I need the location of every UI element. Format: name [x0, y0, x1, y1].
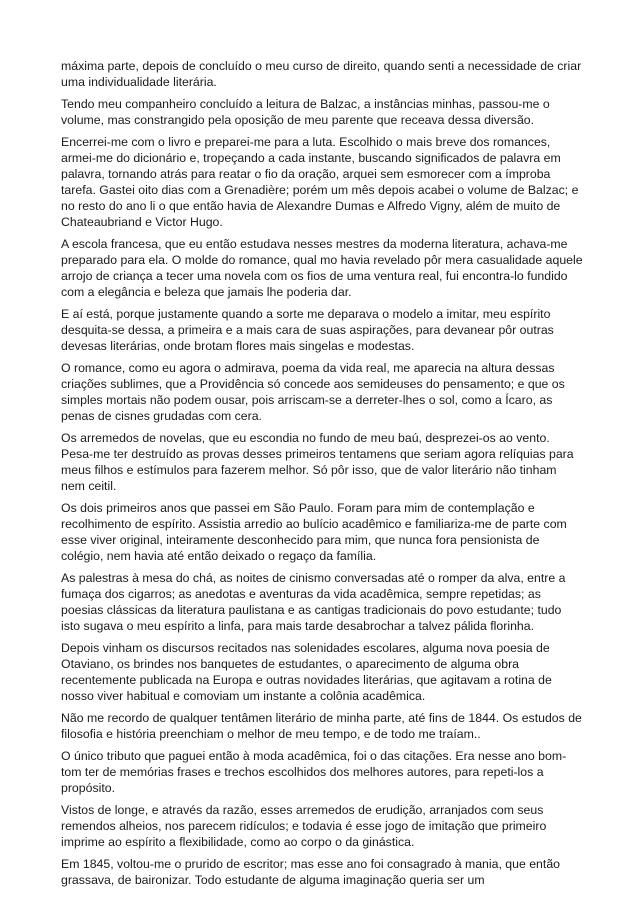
- paragraph: Os dois primeiros anos que passei em São Paulo. Foram para mim de contemplação e recolhimento de espírito. Assistia arredio ao bulício acadêmico e familiariza-me de parte com esse viver original, inteiramente desconhecido para mim, que nunca fora pensionista de colégio, nem havia até então deixado o regaço da família.: [61, 501, 567, 563]
- paragraph: O único tributo que paguei então à moda acadêmica, foi o das citações. Era nesse ano bom-tom ter de memórias frases e trechos escolhidos dos melhores autores, para repeti-los a propósito.: [61, 749, 567, 795]
- paragraph: Depois vinham os discursos recitados nas solenidades escolares, alguma nova poesia de Otaviano, os brindes nos banquetes de estudantes, o aparecimento de alguma obra recentemente publicada na Europa e outras novidades literárias, que agitavam a rotina de nosso viver habitual e comoviam um instante a colônia acadêmica.: [61, 641, 552, 703]
- paragraph: Em 1845, voltou-me o prurido de escritor; mas esse ano foi consagrado à mania, que então grassava, de baironizar. Todo estudante de alguma imaginação queria ser um: [61, 857, 560, 887]
- paragraph: Encerrei-me com o livro e preparei-me para a luta. Escolhido o mais breve dos romances, armei-me do dicionário e, tropeçando a cada instante, buscando significados de palavra em palavra, tornando atrás para reatar o fio da oração, arquei sem esmorecer com a ímproba tarefa. Gastei oito dias com a Grenadière; porém um mês depois acabei o volume de Balzac; e no resto do ano li o que então havia de Alexandre Dumas e Alfredo Vigny, além de muito de Chateaubriand e Victor Hugo.: [61, 135, 579, 229]
- paragraph: Não me recordo de qualquer tentâmen literário de minha parte, até fins de 1844. Os estudos de filosofia e história preenchiam o melhor de meu tempo, e de todo me traíam..: [61, 711, 582, 741]
- paragraph: O romance, como eu agora o admirava, poema da vida real, me aparecia na altura dessas criações sublimes, que a Providência só concede aos semideuses do pensamento; e que os simples mortais não podem ousar, pois arriscam-se a derreter-lhes o sol, como a Ícaro, as penas de cisnes grudadas com cera.: [61, 361, 565, 423]
- paragraph: E aí está, porque justamente quando a sorte me deparava o modelo a imitar, meu espírito desquita-se dessa, a primeira e a mais cara de suas aspirações, para devanear pôr outras devesas literárias, onde brotam flores mais singelas e modestas.: [61, 307, 554, 353]
- paragraph: máxima parte, depois de concluído o meu curso de direito, quando senti a necessidade de criar uma individualidade literária.: [61, 59, 582, 89]
- paragraph: As palestras à mesa do chá, as noites de cinismo conversadas até o romper da alva, entre a fumaça dos cigarros; as anedotas e aventuras da vida acadêmica, sempre repetidas; as poesias clássicas da literatura paulistana e as cantigas tradicionais do povo estudante; tudo isto sugava o meu espírito a linfa, para mais tarde desabrochar a talvez pálida florinha.: [61, 571, 566, 633]
- document-page: [61, 58, 583, 894]
- paragraph: Vistos de longe, e através da razão, esses arremedos de erudição, arranjados com seus remendos alheios, nos parecem ridículos; e todavia é esse jogo de imitação que primeiro imprime ao espírito a flexibilidade, como ao corpo o da ginástica.: [61, 803, 547, 849]
- paragraph: A escola francesa, que eu então estudava nesses mestres da moderna literatura, achava-me preparado para ela. O molde do romance, qual mo havia revelado pôr mera casualidade aquele arrojo de criança a tecer uma novela com os fios de uma ventura real, fui encontra-lo fundido com a elegância e beleza que jamais lhe poderia dar.: [61, 237, 583, 299]
- paragraph: Os arremedos de novelas, que eu escondia no fundo de meu baú, desprezei-os ao vento. Pesa-me ter destruído as provas desses primeiros tentamens que seriam agora relíquias para meus filhos e estímulos para fazerem melhor. Só pôr isso, que de valor literário não tinham nem ceitil.: [61, 431, 574, 493]
- paragraph: Tendo meu companheiro concluído a leitura de Balzac, a instâncias minhas, passou-me o volume, mas constrangido pela oposição de meu parente que receava dessa diversão.: [61, 97, 550, 127]
